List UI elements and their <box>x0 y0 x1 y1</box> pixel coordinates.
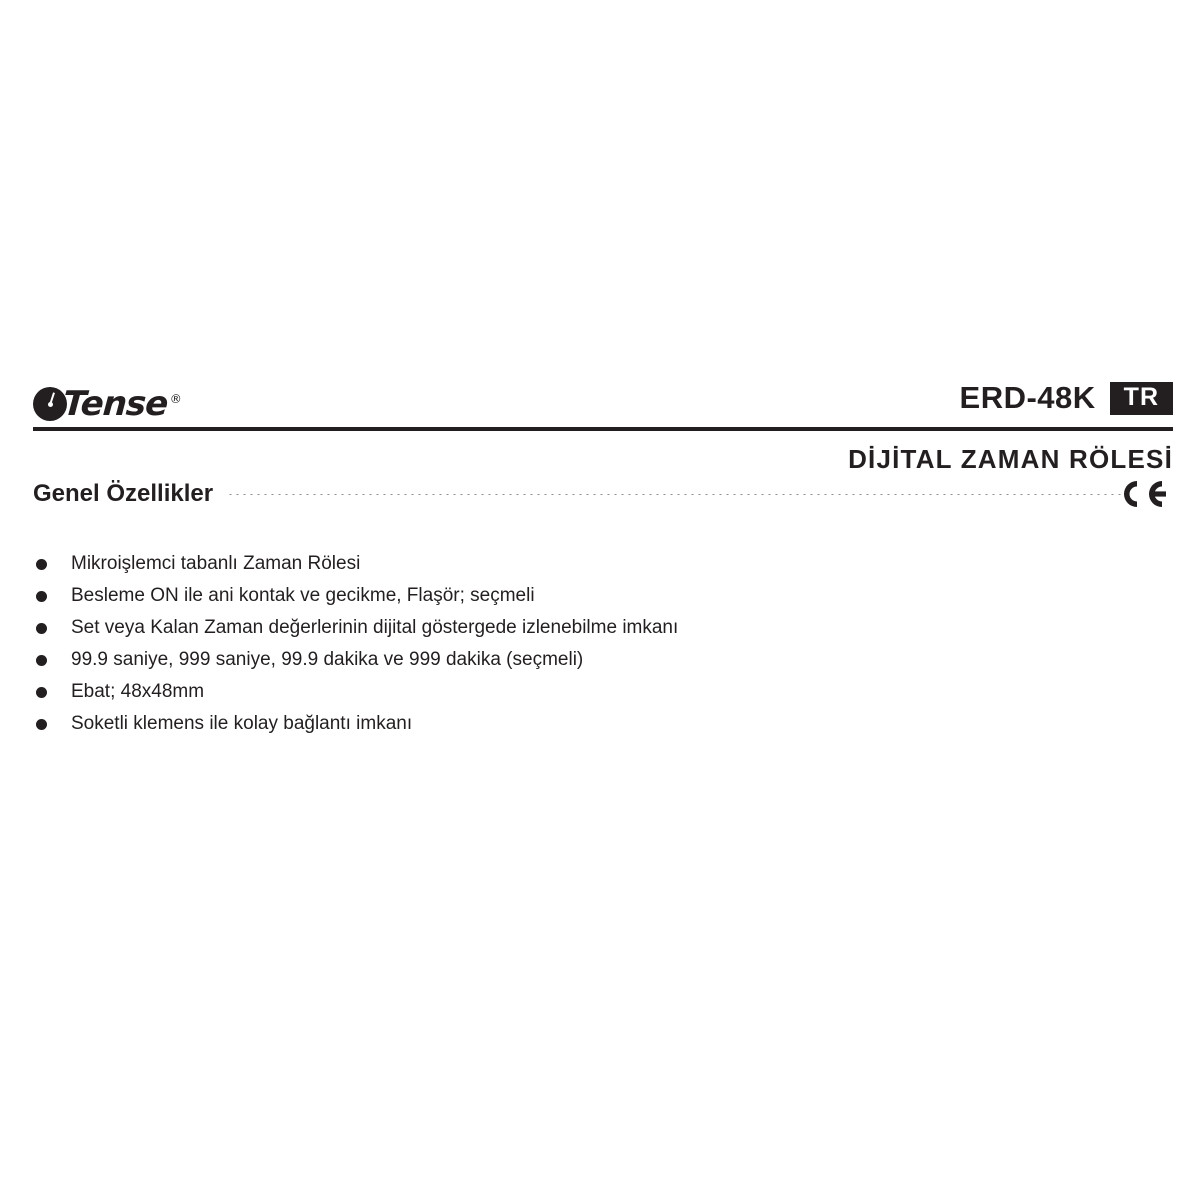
list-item <box>33 612 1033 643</box>
bullet-icon <box>36 559 47 570</box>
section-heading-row <box>33 480 1133 508</box>
brand-name-label: Tense <box>61 384 169 424</box>
list-item-text: Soketli klemens ile kolay bağlantı imkanı <box>71 713 413 734</box>
bullet-icon <box>36 687 47 698</box>
bullet-icon <box>36 623 47 634</box>
list-item <box>33 548 1033 579</box>
header-divider <box>33 427 1173 431</box>
list-item-text: Ebat; 48x48mm <box>71 681 205 702</box>
list-item <box>33 580 1033 611</box>
features-list <box>33 548 1033 740</box>
list-item-text: Set veya Kalan Zaman değerlerinin dijital göstergede izlenebilme imkanı <box>71 617 679 638</box>
product-title: DİJİTAL ZAMAN RÖLESİ <box>848 444 1173 474</box>
list-item-text: 99.9 saniye, 999 saniye, 99.9 dakika ve 999 dakika (seçmeli) <box>71 649 584 670</box>
list-item <box>33 676 1033 707</box>
list-item-text: Mikroişlemci tabanlı Zaman Rölesi <box>71 553 361 574</box>
model-code: ERD-48K <box>959 380 1096 415</box>
brand-logo <box>33 378 333 430</box>
bullet-icon <box>36 655 47 666</box>
page-header <box>33 378 1173 440</box>
section-title: Genel Özellikler <box>33 480 214 507</box>
model-identification <box>960 380 1173 416</box>
bullet-icon <box>36 591 47 602</box>
brand-name-text <box>62 384 182 424</box>
bullet-icon <box>36 719 47 730</box>
list-item <box>33 644 1033 675</box>
list-item <box>33 708 1033 739</box>
language-badge: TR <box>1110 382 1173 415</box>
dotted-leader <box>227 494 1129 495</box>
registered-trademark-symbol: ® <box>169 391 182 406</box>
list-item-text: Besleme ON ile ani kontak ve gecikme, Flaşör; seçmeli <box>71 585 535 606</box>
ce-mark-icon <box>1117 478 1173 510</box>
